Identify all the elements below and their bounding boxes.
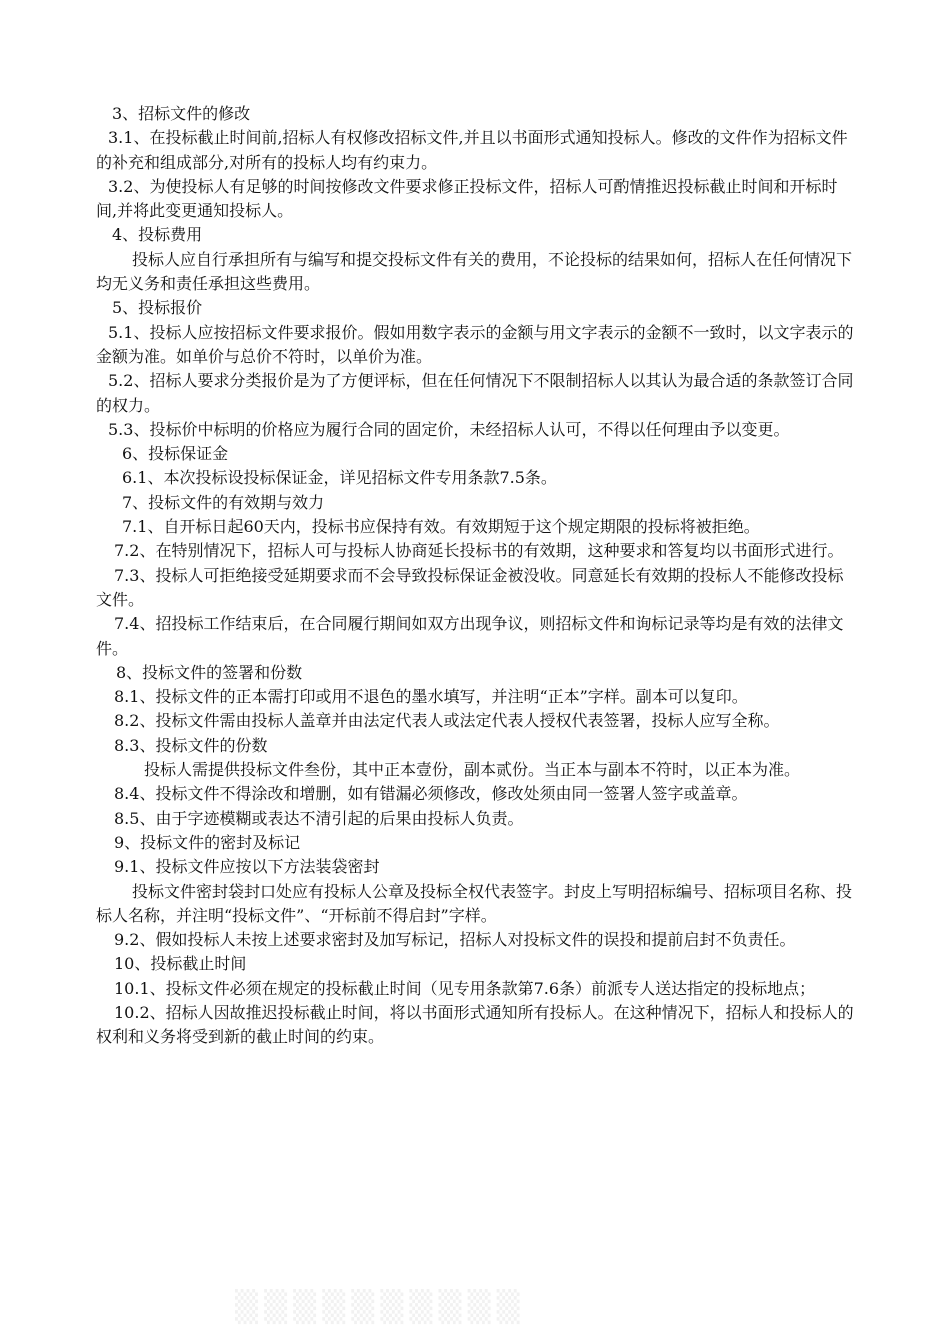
paragraph: 9.2、假如投标人未按上述要求密封及加写标记，招标人对投标文件的误投和提前启封不负责任。 — [114, 930, 796, 950]
paragraph: 9.1、投标文件应按以下方法装袋密封 — [114, 857, 380, 877]
paragraph: 7、投标文件的有效期与效力 — [122, 492, 325, 512]
paragraph: 8.2、投标文件需由投标人盖章并由法定代表人或法定代表人授权代表签署，投标人应写全称。 — [114, 711, 780, 731]
paragraph: 8.1、投标文件的正本需打印或用不退色的墨水填写，并注明“正本”字样。副本可以复印。 — [114, 687, 748, 707]
faint-watermark: ▒▒▒▒▒▒▒▒▒▒ — [235, 1290, 526, 1325]
paragraph: 投标文件密封袋封口处应有投标人公章及投标全权代表签字。封皮上写明招标编号、招标项目名称、投标人名称，并注明“投标文件”、“开标前不得启封”字样。 — [96, 881, 853, 925]
paragraph: 7.1、自开标日起60天内，投标书应保持有效。有效期短于这个规定期限的投标将被拒绝。 — [122, 517, 760, 537]
paragraph: 7.4、招投标工作结束后，在合同履行期间如双方出现争议，则招标文件和询标记录等均是有效的法律文件。 — [96, 614, 844, 658]
paragraph: 投标人应自行承担所有与编写和提交投标文件有关的费用，不论投标的结果如何，招标人在任何情况下均无义务和责任承担这些费用。 — [96, 249, 853, 294]
paragraph: 3.2、为使投标人有足够的时间按修改文件要求修正投标文件，招标人可酌情推迟投标截止时间和开标时间,并将此变更通知投标人。 — [96, 176, 838, 221]
paragraph: 9、投标文件的密封及标记 — [114, 832, 301, 852]
paragraph: 6、投标保证金 — [122, 444, 229, 464]
paragraph: 3、招标文件的修改 — [112, 104, 251, 123]
paragraph: 5.1、投标人应按招标文件要求报价。假如用数字表示的金额与用文字表示的金额不一致时，以文字表示的金额为准。如单价与总价不符时，以单价为准。 — [96, 322, 854, 366]
paragraph: 5.3、投标价中标明的价格应为履行合同的固定价，未经招标人认可，不得以任何理由予以变更。 — [108, 419, 790, 439]
paragraph: 8.3、投标文件的份数 — [114, 735, 268, 755]
paragraph: 8、投标文件的签署和份数 — [116, 662, 303, 682]
document-body — [96, 102, 856, 1050]
paragraph: 5.2、招标人要求分类报价是为了方便评标，但在任何情况下不限制招标人以其认为最合适的条款签订合同的权力。 — [96, 371, 854, 415]
paragraph: 10.2、招标人因故推迟投标截止时间，将以书面形式通知所有投标人。在这种情况下，招标人和投标人的权利和义务将受到新的截止时间的约束。 — [96, 1002, 854, 1047]
paragraph: 4、投标费用 — [112, 225, 203, 245]
paragraph: 10.1、投标文件必须在规定的投标截止时间（见专用条款第7.6条）前派专人送达指定的投标地点； — [114, 978, 816, 998]
paragraph: 投标人需提供投标文件叁份，其中正本壹份，副本贰份。当正本与副本不符时，以正本为准。 — [144, 760, 801, 780]
paragraph: 5、投标报价 — [112, 298, 203, 318]
paragraph: 3.1、在投标截止时间前,招标人有权修改招标文件,并且以书面形式通知投标人。修改的文件作为招标文件的补充和组成部分,对所有的投标人均有约束力。 — [96, 128, 848, 172]
paragraph: 7.2、在特别情况下，招标人可与投标人协商延长投标书的有效期，这种要求和答复均以书面形式进行。 — [114, 541, 844, 561]
paragraph: 10、投标截止时间 — [114, 954, 247, 974]
paragraph: 8.4、投标文件不得涂改和增删，如有错漏必须修改，修改处须由同一签署人签字或盖章。 — [114, 784, 748, 804]
paragraph: 8.5、由于字迹模糊或表达不清引起的后果由投标人负责。 — [114, 808, 524, 828]
paragraph: 7.3、投标人可拒绝接受延期要求而不会导致投标保证金被没收。同意延长有效期的投标人不能修改投标文件。 — [96, 565, 844, 609]
paragraph: 6.1、本次投标设投标保证金，详见招标文件专用条款7.5条。 — [122, 468, 557, 488]
